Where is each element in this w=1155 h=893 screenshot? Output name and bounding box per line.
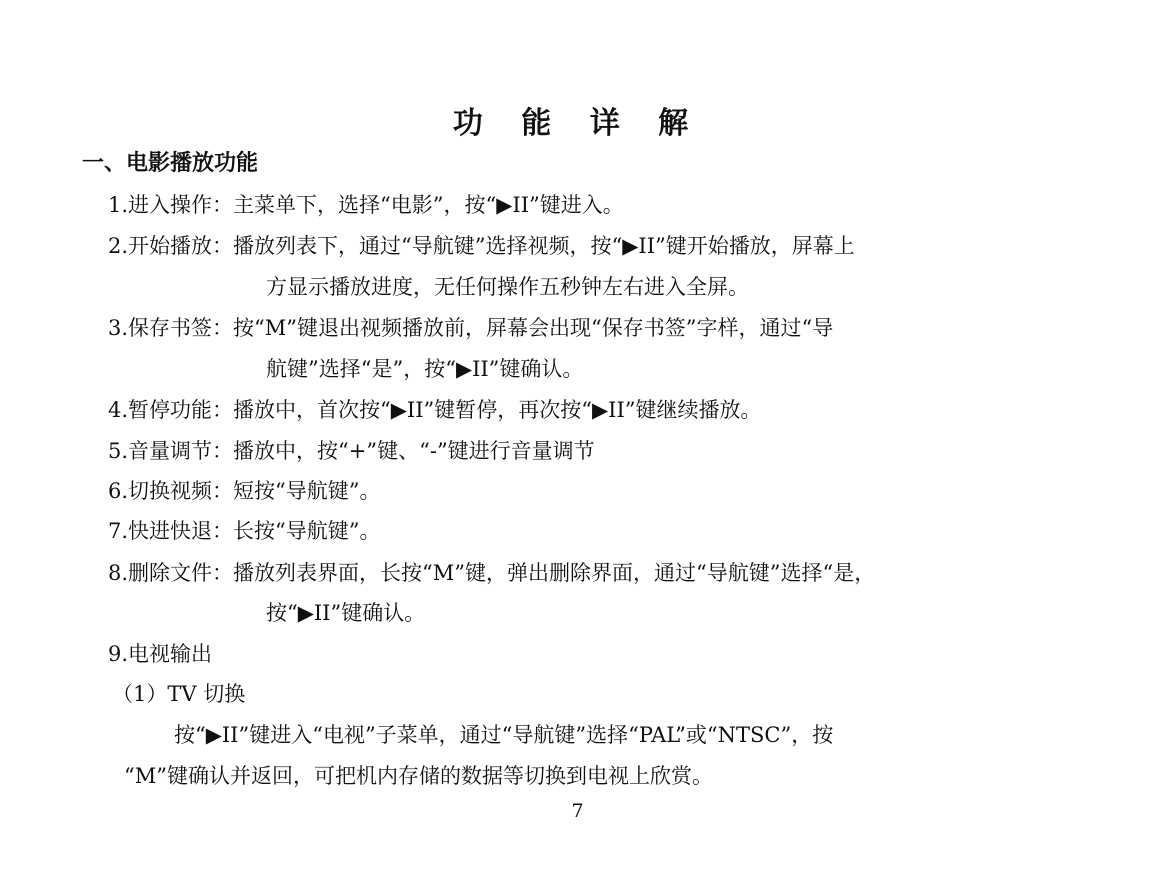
- item-label: 暂停功能：: [128, 398, 234, 422]
- item-text: 播放列表界面，长按“M”键，弹出删除界面，通过“导航键”选择“是，: [233, 561, 876, 585]
- section-heading: 一、电影播放功能: [82, 151, 259, 176]
- item-text: 按“M”键退出视频播放前，屏幕会出现“保存书签”字样，通过“导: [233, 316, 834, 340]
- item-text: 长按“导航键”。: [233, 519, 381, 543]
- item-text: 短按“导航键”。: [233, 479, 381, 503]
- item-number: 6.: [108, 479, 129, 503]
- item-number: 9.: [108, 642, 129, 666]
- item-label: 切换视频：: [128, 479, 234, 503]
- list-item: [108, 476, 381, 506]
- list-item: [108, 313, 833, 343]
- item-label: 快进快退：: [128, 519, 234, 543]
- item-number: 5.: [108, 439, 129, 463]
- item-continuation: 按“▶II”键确认。: [266, 601, 426, 625]
- item-text: 主菜单下，选择“电影”，按“▶II”键进入。: [233, 193, 624, 217]
- item-continuation: 方显示播放进度，无任何操作五秒钟左右进入全屏。: [266, 275, 749, 299]
- list-item: [108, 231, 855, 261]
- list-item: [108, 190, 624, 220]
- list-item: [108, 436, 595, 466]
- item-label: 进入操作：: [128, 193, 234, 217]
- list-item: [108, 395, 761, 425]
- item-label: 删除文件：: [128, 561, 234, 585]
- item-text: 播放列表下，通过“导航键”选择视频，按“▶II”键开始播放，屏幕上: [233, 234, 855, 258]
- tv-paragraph-line-2: “M”键确认并返回，可把机内存储的数据等切换到电视上欣赏。: [124, 764, 713, 788]
- page-title: 功 能 详 解: [452, 106, 703, 141]
- item-number: 7.: [108, 519, 129, 543]
- list-item: [108, 558, 875, 588]
- item-number: 4.: [108, 398, 129, 422]
- page-number: 7: [571, 800, 584, 822]
- item-label: 音量调节：: [128, 439, 234, 463]
- item-label: 开始播放：: [128, 234, 234, 258]
- item-text: 播放中，按“+”键、“-”键进行音量调节: [233, 439, 595, 463]
- tv-paragraph-line-1: 按“▶II”键进入“电视”子菜单，通过“导航键”选择“PAL”或“NTSC”，按: [174, 723, 834, 747]
- item-number: 8.: [108, 561, 129, 585]
- list-item: [108, 639, 212, 669]
- item-number: 1.: [108, 193, 129, 217]
- sub-heading-tv-switch: （1）TV 切换: [112, 682, 246, 706]
- item-label: 保存书签：: [128, 316, 234, 340]
- item-number: 3.: [108, 316, 129, 340]
- item-number: 2.: [108, 234, 129, 258]
- item-label: 电视输出: [128, 642, 213, 666]
- item-text: 播放中，首次按“▶II”键暂停，再次按“▶II”键继续播放。: [233, 398, 762, 422]
- item-continuation: 航键”选择“是”，按“▶II”键确认。: [266, 357, 584, 381]
- list-item: [108, 516, 381, 546]
